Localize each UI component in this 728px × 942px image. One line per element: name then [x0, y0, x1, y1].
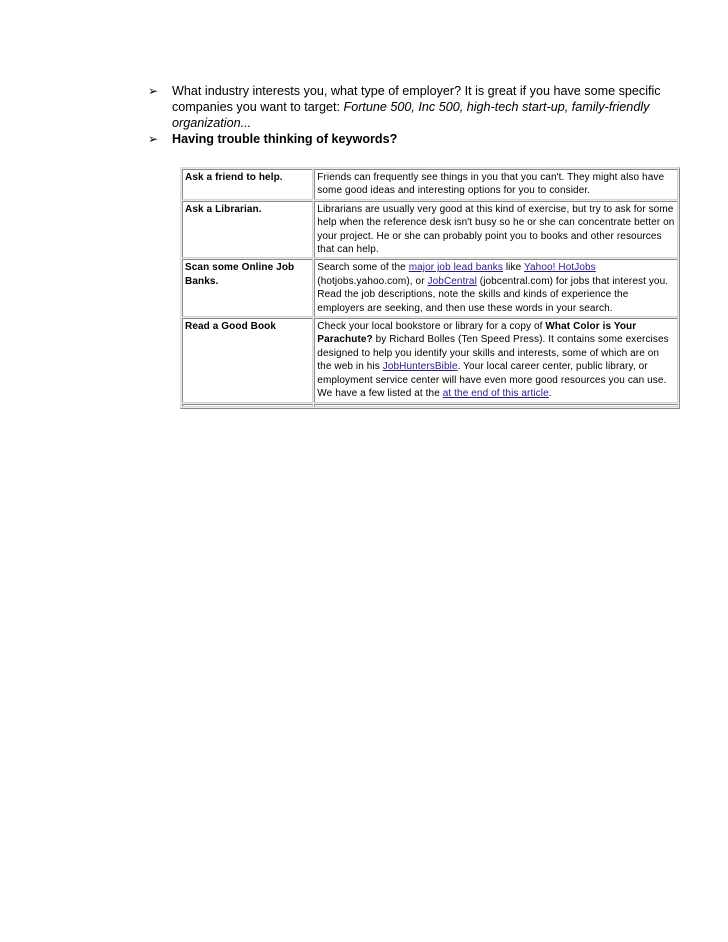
table-row: [182, 201, 678, 259]
row-label: Read a Good Book: [182, 318, 313, 402]
jobcentral-link[interactable]: JobCentral: [427, 275, 477, 287]
row-label: Ask a friend to help.: [182, 169, 313, 200]
major-job-lead-banks-link[interactable]: major job lead banks: [408, 262, 503, 274]
row-description: Librarians are usually very good at this kind of exercise, but try to ask for some help when the reference desk isn't busy so he or she can concentrate better on your project. He or she can probably point you to books and other resources that can help.: [314, 201, 678, 259]
text-run: (hotjobs.yahoo.com), or: [317, 275, 428, 287]
keyword-tips-table: [180, 167, 680, 409]
table-row: [182, 169, 678, 200]
arrow-bullet-icon: ➢: [148, 84, 159, 98]
bullet-italic-text: Fortune 500, Inc 500, high-tech start-up, family-friendly organization...: [172, 100, 650, 130]
text-run: .: [548, 388, 552, 400]
end-of-article-link[interactable]: at the end of this article: [442, 388, 549, 400]
text-run: Search some of the: [317, 262, 409, 274]
text-run: like: [502, 262, 524, 274]
row-description: Friends can frequently see things in you that you can't. They might also have some good ideas and interesting options for you to consider.: [314, 169, 678, 200]
empty-table-row: [182, 404, 678, 407]
row-description: [314, 259, 678, 317]
bullet-item-industry: [148, 83, 668, 131]
row-label: Ask a Librarian.: [182, 201, 313, 259]
row-label: Scan some Online Job Banks.: [182, 259, 313, 317]
row-description: [314, 318, 678, 402]
text-run: Check your local bookstore or library for a copy of: [317, 321, 546, 333]
table-row: [182, 318, 678, 402]
text-run: by Richard Bolles (Ten Speed Press). It contains some exercises designed to help you identify your skills and interests, some of which are on the web in his: [317, 334, 669, 373]
text-run: (jobcentral.com) for jobs that interest you. Read the job descriptions, note the skills and kinds of experience the employers are seeking, and then use these words in your search.: [317, 275, 669, 314]
bullet-item-keywords: [148, 131, 668, 147]
bullet-text: What industry interests you, what type of employer? It is great if you have some specific companies you want to target:: [172, 84, 661, 114]
jobhuntersbible-link[interactable]: JobHuntersBible: [382, 361, 458, 373]
yahoo-hotjobs-link[interactable]: Yahoo! HotJobs: [523, 262, 596, 274]
book-title: What Color is Your Parachute?: [317, 321, 637, 346]
arrow-bullet-icon: ➢: [148, 132, 159, 146]
table-row: [182, 259, 678, 317]
bullet-heading: Having trouble thinking of keywords?: [172, 132, 398, 146]
empty-cell: [314, 404, 678, 407]
empty-cell: [182, 404, 313, 407]
bullet-list: [148, 83, 668, 147]
text-run: . Your local career center, public library, or employment service center will have even more good resources you can use. We have a few listed at the: [317, 361, 667, 400]
